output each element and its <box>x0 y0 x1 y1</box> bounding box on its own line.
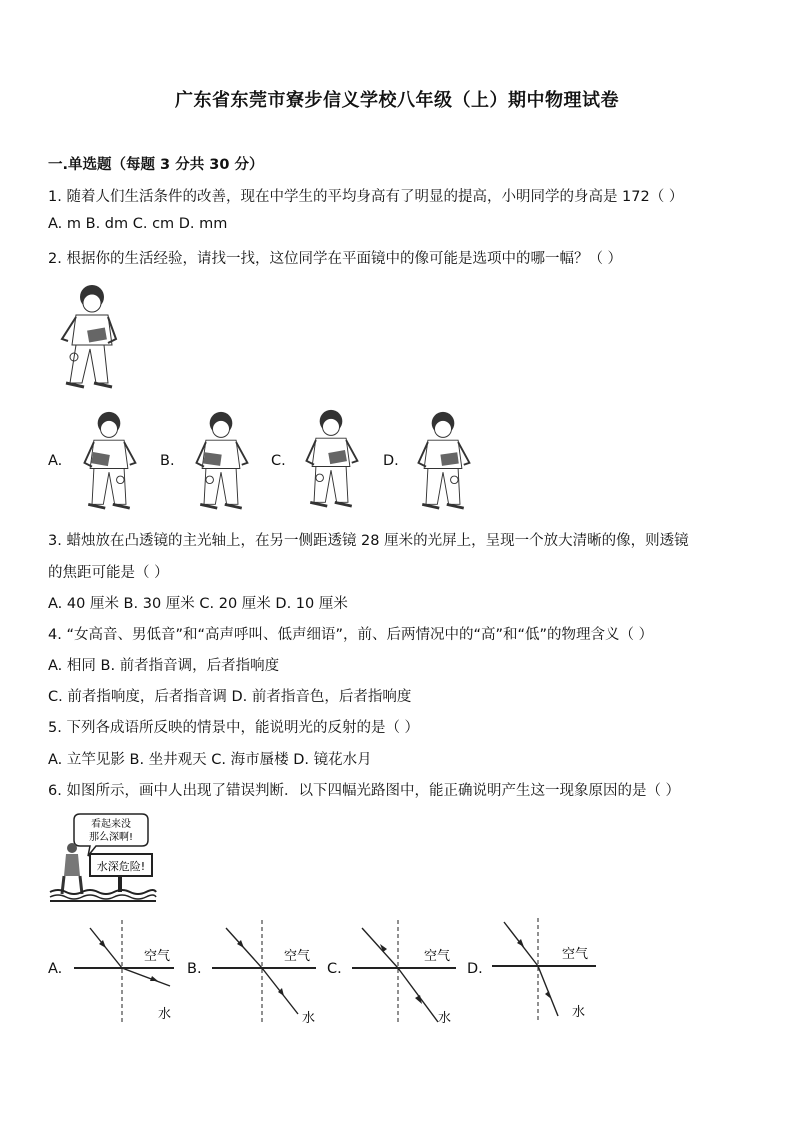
svg-text:水深危险!: 水深危险! <box>96 860 146 873</box>
question-5-options: A. 立竿见影 B. 坐井观天 C. 海市蜃楼 D. 镜花水月 <box>48 752 372 768</box>
ray-diagram-d <box>488 916 600 1024</box>
boy-option-d-figure <box>406 410 480 510</box>
question-5-text: 5. 下列各成语所反映的情景中，能说明光的反射的是（ ） <box>48 720 420 736</box>
question-3-options: A. 40 厘米 B. 30 厘米 C. 20 厘米 D. 10 厘米 <box>48 596 348 612</box>
boy-option-b-figure <box>184 410 258 510</box>
ray-diagram-a <box>70 918 180 1026</box>
q2-option-b-label: B. <box>160 453 175 469</box>
q6-option-b-label: B. <box>187 961 202 977</box>
q6-option-a-label: A. <box>48 961 63 977</box>
q6-option-c-label: C. <box>327 961 342 977</box>
boy-option-a-figure <box>72 410 146 510</box>
question-2-text: 2. 根据你的生活经验，请找一找，这位同学在平面镜中的像可能是选项中的哪一幅？（ ） <box>48 251 623 267</box>
q2-option-d-label: D. <box>383 453 399 469</box>
water-label-d: 水 <box>572 1005 586 1020</box>
question-6-text: 6. 如图所示，画中人出现了错误判断．以下四幅光路图中，能正确说明产生这一现象原因的是（ ） <box>48 783 681 799</box>
question-4-options-line2: C. 前者指响度，后者指音调 D. 前者指音色，后者指响度 <box>48 689 412 705</box>
page-title: 广东省东莞市寮步信义学校八年级（上）期中物理试卷 <box>175 90 619 111</box>
question-3-text-line1: 3. 蜡烛放在凸透镜的主光轴上，在另一侧距透镜 28 厘米的光屏上，呈现一个放大清晰的像，则透镜 <box>48 533 689 549</box>
question-4-text: 4. “女高音、男低音”和“高声呼叫、低声细语”，前、后两情况中的“高”和“低”的物理含义（ ） <box>48 627 654 643</box>
section-heading: 一.单选题（每题 3 分共 30 分） <box>48 157 264 173</box>
air-label-c: 空气 <box>424 949 451 964</box>
svg-text:看起来没: 看起来没 <box>91 819 131 830</box>
cartoon-figure <box>50 812 156 902</box>
air-label-b: 空气 <box>284 949 311 964</box>
air-label-d: 空气 <box>562 947 589 962</box>
boy-option-c-figure <box>294 408 368 508</box>
question-1-text: 1. 随着人们生活条件的改善，现在中学生的平均身高有了明显的提高，小明同学的身高是 172（ ） <box>48 189 684 205</box>
question-1-options: A. m B. dm C. cm D. mm <box>48 216 228 232</box>
ray-diagram-c <box>348 918 460 1026</box>
water-label-c: 水 <box>438 1011 452 1026</box>
ray-diagram-b <box>208 918 320 1026</box>
question-4-options-line1: A. 相同 B. 前者指音调，后者指响度 <box>48 658 280 674</box>
q2-option-c-label: C. <box>271 453 286 469</box>
boy-original-figure <box>52 283 128 389</box>
water-label-b: 水 <box>302 1011 316 1026</box>
svg-text:那么深啊!: 那么深啊! <box>88 832 134 843</box>
air-label-a: 空气 <box>144 949 171 964</box>
question-3-text-line2: 的焦距可能是（ ） <box>48 565 169 581</box>
q6-option-d-label: D. <box>467 961 483 977</box>
water-label-a: 水 <box>158 1007 172 1022</box>
q2-option-a-label: A. <box>48 453 63 469</box>
